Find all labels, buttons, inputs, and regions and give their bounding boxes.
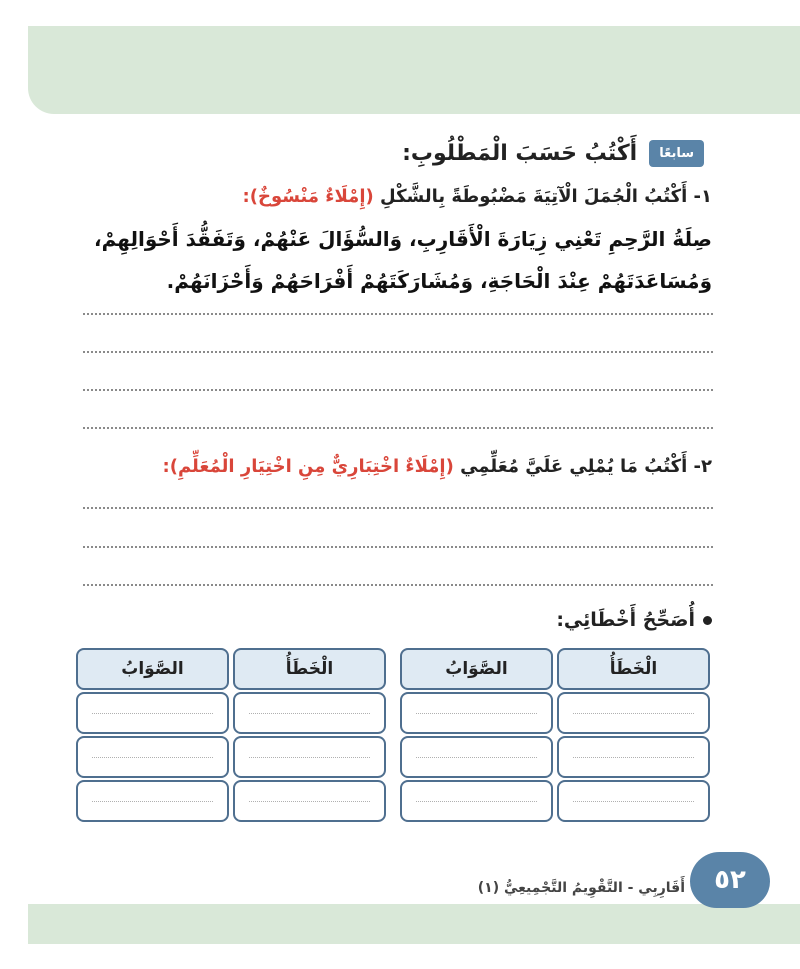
question-1-tag: (إِمْلَاءٌ مَنْسُوخٌ): [242,186,374,207]
correction-cell[interactable] [76,736,229,778]
correction-cell[interactable] [233,692,386,734]
writing-line[interactable] [83,546,713,548]
header-wrong: الْخَطَأُ [233,648,386,690]
section-header [64,136,704,170]
correction-cell[interactable] [400,780,553,822]
page-number-badge: ٥٢ [690,852,770,908]
question-1 [72,184,712,210]
correction-cell[interactable] [233,780,386,822]
header-correct: الصَّوَابُ [76,648,229,690]
correction-cell[interactable] [557,692,710,734]
corrections-table-left [76,648,386,820]
correction-cell[interactable] [557,780,710,822]
section-title: أَكْتُبُ حَسَبَ الْمَطْلُوبِ: [402,140,638,166]
correction-cell[interactable] [400,736,553,778]
question-2-text: ٢- أَكْتُبُ مَا يُمْلِي عَلَيَّ مُعَلِّمِي [460,456,712,477]
dictation-passage: صِلَةُ الرَّحِمِ تَعْنِي زِيَارَةَ الْأَقَارِبِ، وَالسُّؤَالَ عَنْهُمْ، وَتَفَقُّدَ أَحْوَالِهِمْ، وَمُسَاعَدَتَهُمْ عِنْدَ الْحَاجَةِ، وَمُشَارَكَتَهُمْ أَفْرَاحَهُمْ وَأَحْزَانَهُمْ. [94,227,712,293]
header-correct: الصَّوَابُ [400,648,553,690]
writing-line[interactable] [83,313,713,315]
section-badge: سابعًا [649,140,704,167]
question-1-text: ١- أَكْتُبُ الْجُمَلَ الْآتِيَةَ مَضْبُوطَةً بِالشَّكْلِ [380,186,712,207]
correction-cell[interactable] [557,736,710,778]
writing-line[interactable] [83,507,713,509]
correction-cell[interactable] [76,692,229,734]
bullet-icon [703,616,712,625]
corrections-label-text: أُصَحِّحُ أَخْطَائِي: [556,609,695,631]
writing-line[interactable] [83,584,713,586]
corrections-label [556,609,712,631]
question-2-tag: (إِمْلَاءٌ اخْتِبَارِيٌّ مِنِ اخْتِيَارِ الْمُعَلِّمِ): [162,456,454,477]
writing-line[interactable] [83,427,713,429]
correction-cell[interactable] [233,736,386,778]
writing-line[interactable] [83,351,713,353]
correction-cell[interactable] [76,780,229,822]
question-2 [72,454,712,480]
correction-cell[interactable] [400,692,553,734]
footer-title: أَقَارِبِي - التَّقْوِيمُ التَّجْمِيعِيُّ (١) [477,880,685,896]
corrections-table-right [400,648,710,820]
header-wrong: الْخَطَأُ [557,648,710,690]
writing-line[interactable] [83,389,713,391]
